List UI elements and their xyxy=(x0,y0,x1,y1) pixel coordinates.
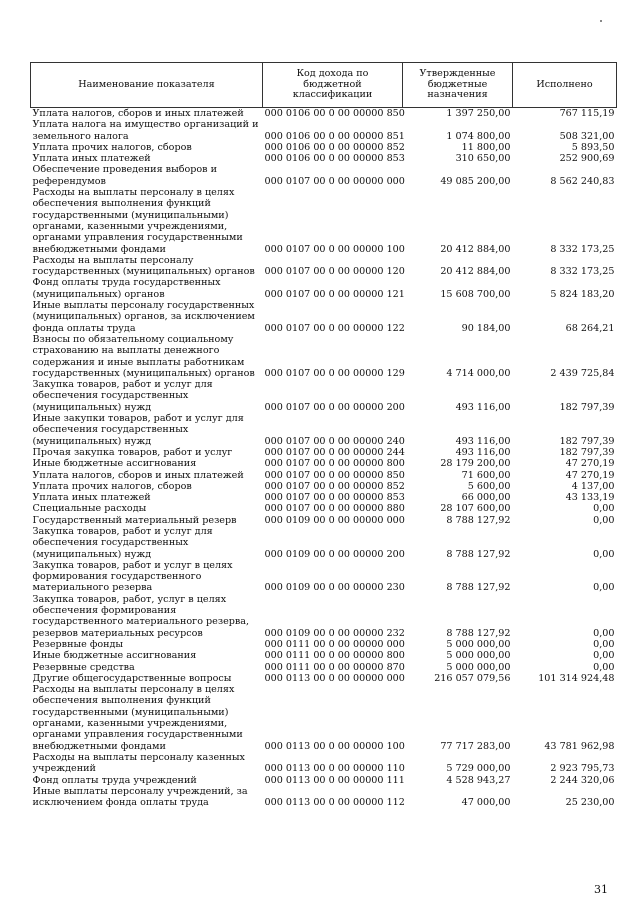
row-approved: 8 788 127,92 xyxy=(446,514,511,526)
row-executed: 0,00 xyxy=(593,638,615,650)
row-executed: 47 270,19 xyxy=(565,458,615,470)
row-code: 000 0107 00 0 00 00000 000 xyxy=(264,175,405,187)
row-approved: 20 412 884,00 xyxy=(440,243,511,255)
row-code: 000 0107 00 0 00 00000 880 xyxy=(264,503,405,515)
table-row xyxy=(31,119,617,142)
table-row xyxy=(31,470,617,481)
row-name: Иные выплаты персоналу учреждений, за исключением фонда оплаты труда xyxy=(32,785,248,809)
row-approved: 216 057 079,56 xyxy=(434,672,511,684)
row-name: Фонд оплаты труда учреждений xyxy=(32,774,197,786)
row-name: Закупка товаров, работ, услуг в целях обеспечения формирования государственного материального резерва, резервов материальных ресурсов xyxy=(32,593,250,639)
row-approved: 493 116,00 xyxy=(455,401,511,413)
row-name: Расходы на выплаты персоналу в целях обеспечения выполнения функций государственными (муниципальными) органами, казенными учреждениями, органами управления государственными внебюджетными фондами xyxy=(32,684,243,752)
row-approved: 20 412 884,00 xyxy=(440,266,511,278)
row-code: 000 0111 00 0 00 00000 000 xyxy=(264,638,405,650)
row-executed: 0,00 xyxy=(593,650,615,662)
row-name: Закупка товаров, работ и услуг для обеспечения государственных (муниципальных) нужд xyxy=(32,525,213,560)
row-name: Уплата иных платежей xyxy=(32,153,151,165)
row-executed: 2 923 795,73 xyxy=(550,763,615,775)
row-executed: 4 137,00 xyxy=(571,480,615,492)
row-code: 000 0106 00 0 00 00000 853 xyxy=(264,153,405,165)
table-row xyxy=(31,447,617,458)
row-code: 000 0107 00 0 00 00000 122 xyxy=(264,322,405,334)
table-row xyxy=(31,379,617,413)
row-code: 000 0107 00 0 00 00000 120 xyxy=(264,266,405,278)
row-approved: 1 397 250,00 xyxy=(446,108,511,119)
row-approved: 77 717 283,00 xyxy=(440,740,511,752)
row-executed: 0,00 xyxy=(593,661,615,673)
row-approved: 49 085 200,00 xyxy=(440,175,511,187)
table-row xyxy=(31,515,617,526)
row-executed: 182 797,39 xyxy=(559,401,615,413)
row-approved: 493 116,00 xyxy=(455,446,511,458)
table-row xyxy=(31,187,617,255)
row-executed: 0,00 xyxy=(593,582,615,594)
row-name: Расходы на выплаты персоналу государственных (муниципальных) органов xyxy=(32,254,255,278)
row-name: Фонд оплаты труда государственных (муниципальных) органов xyxy=(32,277,221,300)
row-executed: 8 332 173,25 xyxy=(550,243,615,255)
table-row xyxy=(31,153,617,164)
row-name: Прочая закупка товаров, работ и услуг xyxy=(32,446,233,458)
row-approved: 310 650,00 xyxy=(455,153,511,165)
row-executed: 5 824 183,20 xyxy=(550,288,615,300)
row-name: Уплата прочих налогов, сборов xyxy=(32,480,192,492)
row-code: 000 0107 00 0 00 00000 850 xyxy=(264,469,405,481)
row-approved: 1 074 800,00 xyxy=(446,130,511,142)
row-executed: 8 332 173,25 xyxy=(550,266,615,278)
row-name: Расходы на выплаты персоналу казенных учреждений xyxy=(32,751,245,775)
row-name: Уплата налогов, сборов и иных платежей xyxy=(32,108,244,119)
row-executed: 0,00 xyxy=(593,503,615,515)
table-row xyxy=(31,752,617,775)
table-row xyxy=(31,492,617,503)
row-name: Закупка товаров, работ и услуг для обеспечения государственных (муниципальных) нужд xyxy=(32,379,213,413)
row-approved: 47 000,00 xyxy=(461,797,511,809)
row-executed: 2 244 320,06 xyxy=(550,774,615,786)
table-header-row xyxy=(31,63,617,108)
header-executed: Исполнено xyxy=(513,63,617,108)
row-name: Иные закупки товаров, работ и услуг для обеспечения государственных (муниципальных) нужд xyxy=(32,413,244,447)
row-name: Взносы по обязательному социальному страхованию на выплаты денежного содержания и иные выплаты работникам государственных (муниципальных) органов xyxy=(32,333,255,379)
table-row xyxy=(31,786,617,809)
row-executed: 47 270,19 xyxy=(565,469,615,481)
row-name: Уплата налога на имущество организаций и земельного налога xyxy=(32,119,259,142)
row-name: Иные бюджетные ассигнования xyxy=(32,458,197,470)
row-name: Другие общегосударственные вопросы xyxy=(32,672,232,684)
row-approved: 71 600,00 xyxy=(461,469,511,481)
row-code: 000 0113 00 0 00 00000 110 xyxy=(264,763,405,775)
table-row xyxy=(31,458,617,469)
row-approved: 5 000 000,00 xyxy=(446,638,511,650)
page-number: 31 xyxy=(594,883,608,896)
row-approved: 5 600,00 xyxy=(467,480,511,492)
header-approved: Утвержденные бюджетные назначения xyxy=(403,63,513,108)
row-name: Иные выплаты персоналу государственных (муниципальных) органов, за исключением фонда оплаты труда xyxy=(32,300,255,334)
row-approved: 15 608 700,00 xyxy=(440,288,511,300)
row-code: 000 0106 00 0 00 00000 851 xyxy=(264,130,405,142)
table-row xyxy=(31,413,617,447)
row-name: Резервные фонды xyxy=(32,638,124,650)
table-row xyxy=(31,300,617,334)
row-code: 000 0107 00 0 00 00000 852 xyxy=(264,480,405,492)
row-executed: 43 133,19 xyxy=(565,492,615,504)
row-code: 000 0113 00 0 00 00000 000 xyxy=(264,672,405,684)
row-code: 000 0109 00 0 00 00000 230 xyxy=(264,582,405,594)
row-executed: 68 264,21 xyxy=(565,322,615,334)
row-executed: 182 797,39 xyxy=(559,435,615,447)
row-approved: 5 729 000,00 xyxy=(446,763,511,775)
row-approved: 493 116,00 xyxy=(455,435,511,447)
table-row xyxy=(31,775,617,786)
row-name: Уплата прочих налогов, сборов xyxy=(32,141,192,153)
row-approved: 90 184,00 xyxy=(461,322,511,334)
row-code: 000 0109 00 0 00 00000 000 xyxy=(264,514,405,526)
row-name: Уплата иных платежей xyxy=(32,492,151,504)
row-executed: 0,00 xyxy=(593,627,615,639)
row-executed: 25 230,00 xyxy=(565,797,615,809)
row-approved: 28 107 600,00 xyxy=(440,503,511,515)
row-code: 000 0111 00 0 00 00000 870 xyxy=(264,661,405,673)
row-code: 000 0107 00 0 00 00000 121 xyxy=(264,288,405,300)
table-row xyxy=(31,673,617,684)
row-name: Закупка товаров, работ и услуг в целях формирования государственного материального резерва xyxy=(32,559,233,594)
row-name: Расходы на выплаты персоналу в целях обеспечения выполнения функций государственными (муниципальными) органами, казенными учреждениями, органами управления государственными внебюджетными фондами xyxy=(32,187,243,255)
table-row xyxy=(31,639,617,650)
table-row xyxy=(31,526,617,560)
table-row xyxy=(31,277,617,300)
row-approved: 8 788 127,92 xyxy=(446,627,511,639)
table-body xyxy=(31,108,617,809)
row-approved: 66 000,00 xyxy=(461,492,511,504)
row-code: 000 0109 00 0 00 00000 200 xyxy=(264,548,405,560)
table-row xyxy=(31,164,617,187)
row-approved: 8 788 127,92 xyxy=(446,582,511,594)
table-row xyxy=(31,650,617,661)
row-code: 000 0107 00 0 00 00000 100 xyxy=(264,243,405,255)
row-code: 000 0111 00 0 00 00000 800 xyxy=(264,650,405,662)
row-executed: 2 439 725,84 xyxy=(550,367,615,379)
row-approved: 11 800,00 xyxy=(461,141,511,153)
row-name: Специальные расходы xyxy=(32,503,147,515)
table-row xyxy=(31,142,617,153)
row-name: Обеспечение проведения выборов и референдумов xyxy=(32,164,218,187)
table-row xyxy=(31,560,617,594)
table-row xyxy=(31,334,617,379)
row-code: 000 0107 00 0 00 00000 129 xyxy=(264,367,405,379)
row-code: 000 0106 00 0 00 00000 852 xyxy=(264,141,405,153)
row-executed: 101 314 924,48 xyxy=(538,672,615,684)
row-executed: 508 321,00 xyxy=(559,130,615,142)
header-name: Наименование показателя xyxy=(31,63,263,108)
row-code: 000 0107 00 0 00 00000 800 xyxy=(264,458,405,470)
row-code: 000 0109 00 0 00 00000 232 xyxy=(264,627,405,639)
row-code: 000 0113 00 0 00 00000 111 xyxy=(264,774,405,786)
row-executed: 8 562 240,83 xyxy=(550,175,615,187)
row-approved: 5 000 000,00 xyxy=(446,661,511,673)
row-approved: 28 179 200,00 xyxy=(440,458,511,470)
row-approved: 4 714 000,00 xyxy=(446,367,511,379)
budget-execution-table xyxy=(30,62,617,808)
row-code: 000 0113 00 0 00 00000 100 xyxy=(264,740,405,752)
row-name: Уплата налогов, сборов и иных платежей xyxy=(32,469,244,481)
row-code: 000 0107 00 0 00 00000 200 xyxy=(264,401,405,413)
row-name: Иные бюджетные ассигнования xyxy=(32,650,197,662)
row-name: Резервные средства xyxy=(32,661,135,673)
row-code: 000 0113 00 0 00 00000 112 xyxy=(264,797,405,809)
table-row xyxy=(31,108,617,120)
table-row xyxy=(31,481,617,492)
row-approved: 8 788 127,92 xyxy=(446,548,511,560)
header-code: Код дохода по бюджетной классификации xyxy=(263,63,403,108)
row-executed: 767 115,19 xyxy=(559,108,615,119)
row-executed: 43 781 962,98 xyxy=(544,740,615,752)
row-code: 000 0107 00 0 00 00000 244 xyxy=(264,446,405,458)
row-approved: 4 528 943,27 xyxy=(446,774,511,786)
row-code: 000 0107 00 0 00 00000 240 xyxy=(264,435,405,447)
row-executed: 0,00 xyxy=(593,548,615,560)
row-code: 000 0106 00 0 00 00000 850 xyxy=(264,108,405,119)
row-code: 000 0107 00 0 00 00000 853 xyxy=(264,492,405,504)
row-executed: 0,00 xyxy=(593,514,615,526)
row-name: Государственный материальный резерв xyxy=(32,514,237,526)
row-executed: 5 893,50 xyxy=(571,141,615,153)
table-row xyxy=(31,255,617,278)
row-approved: 5 000 000,00 xyxy=(446,650,511,662)
table-row xyxy=(31,662,617,673)
row-executed: 252 900,69 xyxy=(559,153,615,165)
corner-mark xyxy=(600,20,602,22)
table-row xyxy=(31,503,617,514)
row-executed: 182 797,39 xyxy=(559,446,615,458)
table-row xyxy=(31,684,617,752)
table-row xyxy=(31,594,617,639)
